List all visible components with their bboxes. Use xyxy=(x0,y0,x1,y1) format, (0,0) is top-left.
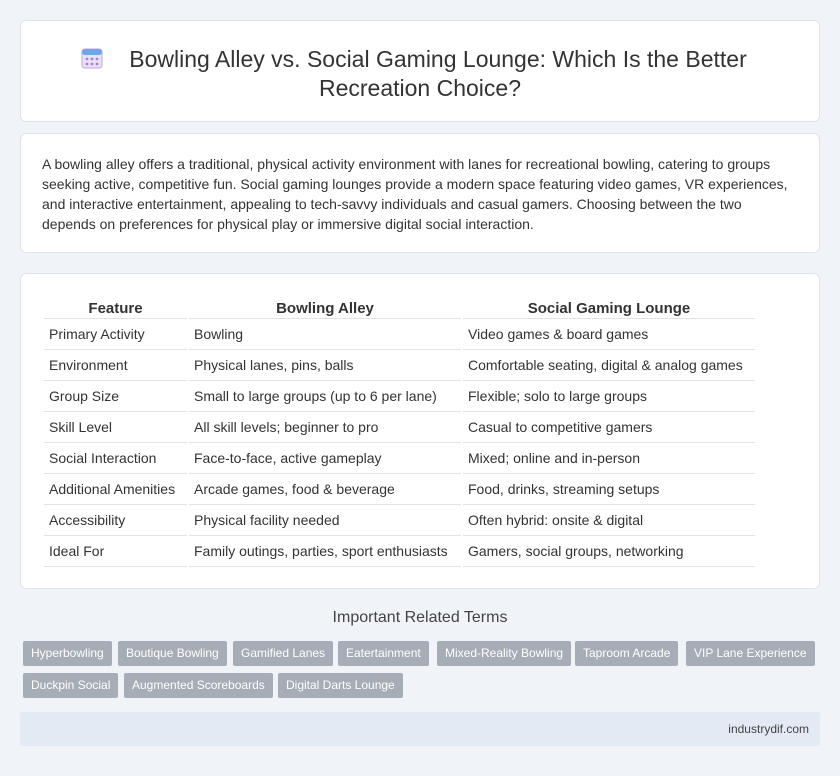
table-row xyxy=(44,412,755,443)
table-cell-bowling-alley: Arcade games, food & beverage xyxy=(189,474,461,505)
table-header-row xyxy=(44,294,755,319)
related-term-tag[interactable]: Taproom Arcade xyxy=(575,641,678,666)
table-cell-feature: Ideal For xyxy=(44,536,187,567)
header-feature: Feature xyxy=(44,294,187,319)
table-cell-social-gaming-lounge: Mixed; online and in-person xyxy=(463,443,755,474)
related-terms-title: Important Related Terms xyxy=(332,609,508,626)
footer-site: industrydif.com xyxy=(728,722,809,736)
table-row xyxy=(44,505,755,536)
related-term-tag[interactable]: Digital Darts Lounge xyxy=(278,673,403,698)
table-cell-bowling-alley: Family outings, parties, sport enthusiasts xyxy=(189,536,461,567)
table-row xyxy=(44,536,755,567)
comparison-table xyxy=(42,294,757,567)
table-cell-bowling-alley: Small to large groups (up to 6 per lane) xyxy=(189,381,461,412)
related-term-tag[interactable]: Boutique Bowling xyxy=(118,641,227,666)
table-cell-social-gaming-lounge: Flexible; solo to large groups xyxy=(463,381,755,412)
table-cell-social-gaming-lounge: Gamers, social groups, networking xyxy=(463,536,755,567)
table-cell-bowling-alley: All skill levels; beginner to pro xyxy=(189,412,461,443)
related-term-tag[interactable]: Gamified Lanes xyxy=(233,641,333,666)
table-cell-social-gaming-lounge: Food, drinks, streaming setups xyxy=(463,474,755,505)
header-bowling-alley: Bowling Alley xyxy=(189,294,461,319)
related-term-tag[interactable]: Duckpin Social xyxy=(23,673,118,698)
table-row xyxy=(44,443,755,474)
table-cell-social-gaming-lounge: Often hybrid: onsite & digital xyxy=(463,505,755,536)
table-cell-social-gaming-lounge: Video games & board games xyxy=(463,319,755,350)
table-cell-feature: Accessibility xyxy=(44,505,187,536)
related-term-tag[interactable]: Mixed-Reality Bowling xyxy=(437,641,571,666)
related-term-tag[interactable]: Augmented Scoreboards xyxy=(124,673,273,698)
title-line-1: Bowling Alley vs. Social Gaming Lounge: Which Is the Better xyxy=(129,46,747,72)
related-term-tag[interactable]: VIP Lane Experience xyxy=(686,641,815,666)
table-cell-feature: Group Size xyxy=(44,381,187,412)
table-cell-bowling-alley: Physical facility needed xyxy=(189,505,461,536)
footer xyxy=(20,712,820,746)
table-cell-social-gaming-lounge: Casual to competitive gamers xyxy=(463,412,755,443)
table-cell-feature: Additional Amenities xyxy=(44,474,187,505)
table-cell-bowling-alley: Physical lanes, pins, balls xyxy=(189,350,461,381)
table-cell-social-gaming-lounge: Comfortable seating, digital & analog games xyxy=(463,350,755,381)
table-cell-feature: Environment xyxy=(44,350,187,381)
table-row xyxy=(44,474,755,505)
header-social-gaming-lounge: Social Gaming Lounge xyxy=(463,294,755,319)
table-cell-feature: Skill Level xyxy=(44,412,187,443)
intro-paragraph: A bowling alley offers a traditional, physical activity environment with lanes for recreational bowling, catering to groups seeking active, competitive fun. Social gaming lounges provide a modern space featuring video games, VR experiences, and interactive entertainment, appealing to tech-savvy individuals and casual gamers. Choosing between the two depends on preferences for physical play or immersive digital social interaction. xyxy=(42,156,788,232)
table-row xyxy=(44,350,755,381)
table-cell-feature: Social Interaction xyxy=(44,443,187,474)
table-cell-bowling-alley: Face-to-face, active gameplay xyxy=(189,443,461,474)
page-title xyxy=(21,45,819,103)
intro-card xyxy=(20,133,820,253)
title-card xyxy=(20,20,820,122)
related-term-tag[interactable]: Eatertainment xyxy=(338,641,429,666)
title-line-2: Recreation Choice? xyxy=(318,75,521,101)
related-term-tag[interactable]: Hyperbowling xyxy=(23,641,112,666)
table-row xyxy=(44,381,755,412)
table-cell-feature: Primary Activity xyxy=(44,319,187,350)
table-row xyxy=(44,319,755,350)
table-cell-bowling-alley: Bowling xyxy=(189,319,461,350)
comparison-card xyxy=(20,273,820,589)
